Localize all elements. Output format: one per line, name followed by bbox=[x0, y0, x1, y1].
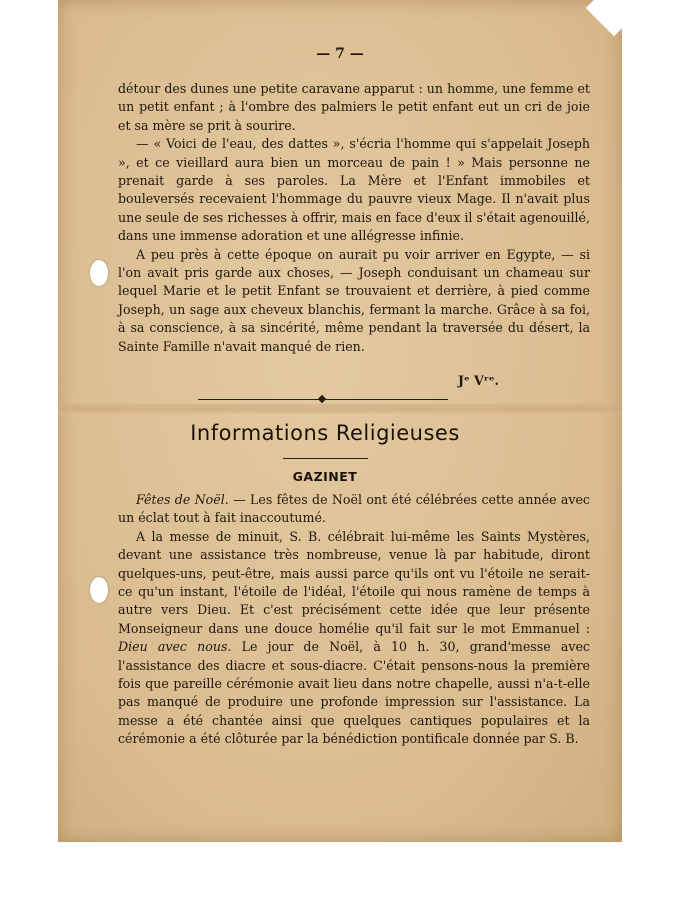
author-signature: Jᵉ Vʳᵉ. bbox=[458, 373, 499, 388]
section-paragraph-2-text-a: A la messe de minuit, S. B. célébrait lui-même les Saints Mystères, devant une assistance très nombreuse, venue là par habitude, diront quelques-uns, peut-être, mais aussi parce qu'ils ont vu l'étoile ne serait-ce qu'un instant, l'étoile de l'idéal, l'étoile qui nous ramène de temps à autre vers Dieu. Et c'est précisément cette idée que leur présente Monseigneur dans une douce homélie qu'il fait sur le mot Emmanuel : bbox=[118, 528, 590, 636]
dieu-avec-nous-italic: Dieu avec nous. bbox=[118, 639, 232, 655]
page-fold bbox=[58, 404, 622, 414]
story-paragraph-3: A peu près à cette époque on aurait pu voir arriver en Egypte, — si l'on avait pris garde aux choses, — Joseph conduisant un chameau sur lequel Marie et le petit Enfant se trouvaient et derrière, à pied comme Joseph, un sage aux cheveux blanchis, fermant la marche. Grâce à sa foi, à sa conscience, à sa sincérité, même pendant la traversée du désert, la Sainte Famille n'avait manqué de rien. bbox=[118, 246, 590, 354]
lead-italic: Fêtes de Noël. bbox=[136, 492, 229, 507]
document-page bbox=[58, 0, 622, 842]
story-paragraph-2: — « Voici de l'eau, des dattes », s'écria l'homme qui s'appelait Joseph », et ce vieillard aura bien un morceau de pain ! » Mais personne ne prenait garde à ses paroles. La Mère et l'Enfant immobiles et bouleversés recevaient l'hommage du pauvre vieux Mage. Il n'avait plus une seule de ses richesses à offrir, mais en face d'eux il s'était agenouillé, dans une immense adoration et une allégresse infinie. bbox=[118, 136, 590, 244]
punch-hole-lower bbox=[90, 577, 108, 603]
story-text bbox=[118, 80, 590, 356]
section-paragraph-2-text-b: Le jour de Noël, à 10 h. 30, grand'messe avec l'assistance des diacre et sous-diacre. C'était pensons-nous la première fois que pareille cérémonie avait lieu dans notre chapelle, aussi n'a-t-elle pas manqué de produire une profonde impression sur l'assistance. La messe a été chantée ainsi que quelques cantiques populaires et la cérémonie a été clôturée par la bénédiction pontificale donnée par S. B. bbox=[118, 639, 590, 747]
title-rule bbox=[283, 458, 368, 459]
page-number: — 7 — bbox=[316, 46, 364, 62]
section-paragraph-2 bbox=[118, 528, 590, 749]
divider-ornament bbox=[318, 395, 326, 403]
section-subheading: GAZINET bbox=[292, 469, 358, 484]
section-title: Informations Religieuses bbox=[190, 421, 460, 445]
torn-corner bbox=[586, 0, 622, 36]
section-paragraph-1-text: — Les fêtes de Noël ont été célébrées cette année avec un éclat tout à fait inaccoutumé. bbox=[118, 492, 590, 526]
story-paragraph-1: détour des dunes une petite caravane apparut : un homme, une femme et un petit enfant ; à l'ombre des palmiers le petit enfant eut un cri de joie et sa mère se prit à sourire. bbox=[118, 81, 590, 133]
section-text bbox=[118, 491, 590, 749]
section-paragraph-1 bbox=[118, 491, 590, 528]
punch-hole-upper bbox=[90, 260, 108, 286]
